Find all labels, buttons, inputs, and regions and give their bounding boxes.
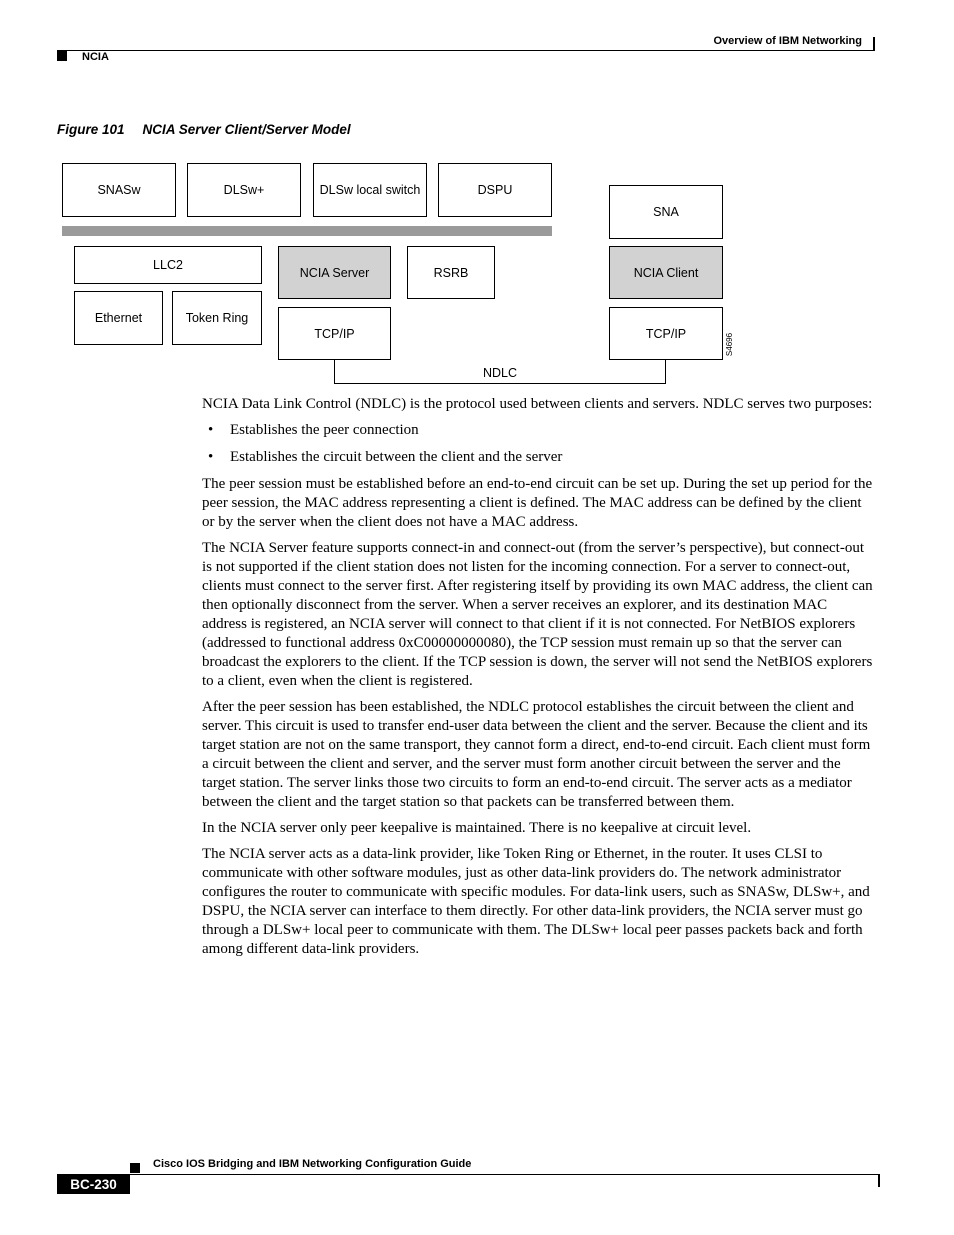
paragraph: In the NCIA server only peer keepalive is maintained. There is no keepalive at circuit level. — [202, 820, 752, 836]
list-item-text: Establishes the circuit between the client and the server — [230, 449, 563, 465]
header-rule — [57, 50, 875, 51]
data-link-bus — [62, 226, 552, 236]
box-ncia-client: NCIA Client — [609, 246, 723, 299]
list-item-text: Establishes the peer connection — [230, 422, 419, 438]
bullet-list — [202, 421, 874, 467]
footer-marker — [130, 1163, 140, 1173]
ndlc-label: NDLC — [483, 366, 518, 380]
paragraph: The NCIA server acts as a data-link provider, like Token Ring or Ethernet, in the router. It uses CLSI to communicate with other software modules, just as other data-link providers do. The network administrator configures the router to communicate with specific modules. For data-link users, such as SNASw, DLSw+, and DSPU, the NCIA server can interface to them directly. For other data-link providers, the NCIA server must go through a DLSw+ local peer to communicate with them. The DLSw+ local peer passes packets back and forth among different data-link providers. — [202, 846, 870, 957]
list-item — [202, 421, 874, 440]
paragraph: The NCIA Server feature supports connect-in and connect-out (from the server’s perspective), but connect-out is not supported if the client station does not listen for the incoming connection. For a server to connect-out, clients must connect to the server first. After registering itself by providing its own MAC address, the client can then optionally disconnect from the server. When a server receives an explorer, and its destination MAC address is registered, an NCIA server will connect to that client if it is not connected. For NetBIOS explorers (addressed to functional address 0xC00000000080), the TCP session must remain up so that the server can broadcast the explorers to the client. If the TCP session is down, the server will not send the NetBIOS explorers to a client, even when the client is registered. — [202, 540, 873, 689]
box-dlsw-local-switch: DLSw local switch — [313, 163, 427, 217]
figure-id: S4696 — [725, 332, 735, 357]
box-dlsw-plus: DLSw+ — [187, 163, 301, 217]
page-number: BC-230 — [57, 1174, 130, 1194]
box-llc2: LLC2 — [74, 246, 262, 284]
box-ncia-server: NCIA Server — [278, 246, 391, 299]
footer-rule — [130, 1174, 880, 1175]
figure-title: NCIA Server Client/Server Model — [142, 122, 351, 137]
ndlc-link-left — [334, 360, 335, 384]
box-snasw: SNASw — [62, 163, 176, 217]
box-ethernet: Ethernet — [74, 291, 163, 345]
header-tick — [873, 37, 875, 51]
list-item — [202, 448, 874, 467]
box-tcpip-client: TCP/IP — [609, 307, 723, 360]
body-text — [202, 395, 874, 966]
figure-caption — [57, 122, 351, 137]
bullet-icon: • — [208, 449, 214, 465]
ndlc-link — [334, 383, 666, 384]
box-sna: SNA — [609, 185, 723, 239]
box-rsrb: RSRB — [407, 246, 495, 299]
box-tcpip-server: TCP/IP — [278, 307, 391, 360]
book-title: Cisco IOS Bridging and IBM Networking Configuration Guide — [153, 1158, 472, 1170]
chapter-title: Overview of IBM Networking — [713, 35, 862, 47]
paragraph: The peer session must be established before an end-to-end circuit can be set up. During the set up period for the peer session, the MAC address representing a client is defined. The MAC address can be defined by the client or by the server when the client does not have a MAC address. — [202, 476, 873, 530]
footer-tick — [878, 1174, 880, 1187]
figure-number: Figure 101 — [57, 122, 125, 137]
paragraph: NCIA Data Link Control (NDLC) is the protocol used between clients and servers. NDLC serves two purposes: — [202, 396, 873, 412]
header-marker — [57, 51, 67, 61]
box-token-ring: Token Ring — [172, 291, 262, 345]
bullet-icon: • — [208, 422, 214, 438]
ndlc-link-right — [665, 360, 666, 384]
section-title: NCIA — [82, 51, 109, 63]
box-dspu: DSPU — [438, 163, 552, 217]
paragraph: After the peer session has been established, the NDLC protocol establishes the circuit between the client and server. This circuit is used to transfer end-user data between the client and the server. Because the client and its target station are not on the same transport, they cannot form a direct, end-to-end circuit. Each client must form a circuit between the client and server, and the server must form another circuit between the server and the target station. The server links those two circuits to form an end-to-end circuit. The server acts as a mediator between the client and the target station so that packets can be transferred between them. — [202, 699, 871, 810]
